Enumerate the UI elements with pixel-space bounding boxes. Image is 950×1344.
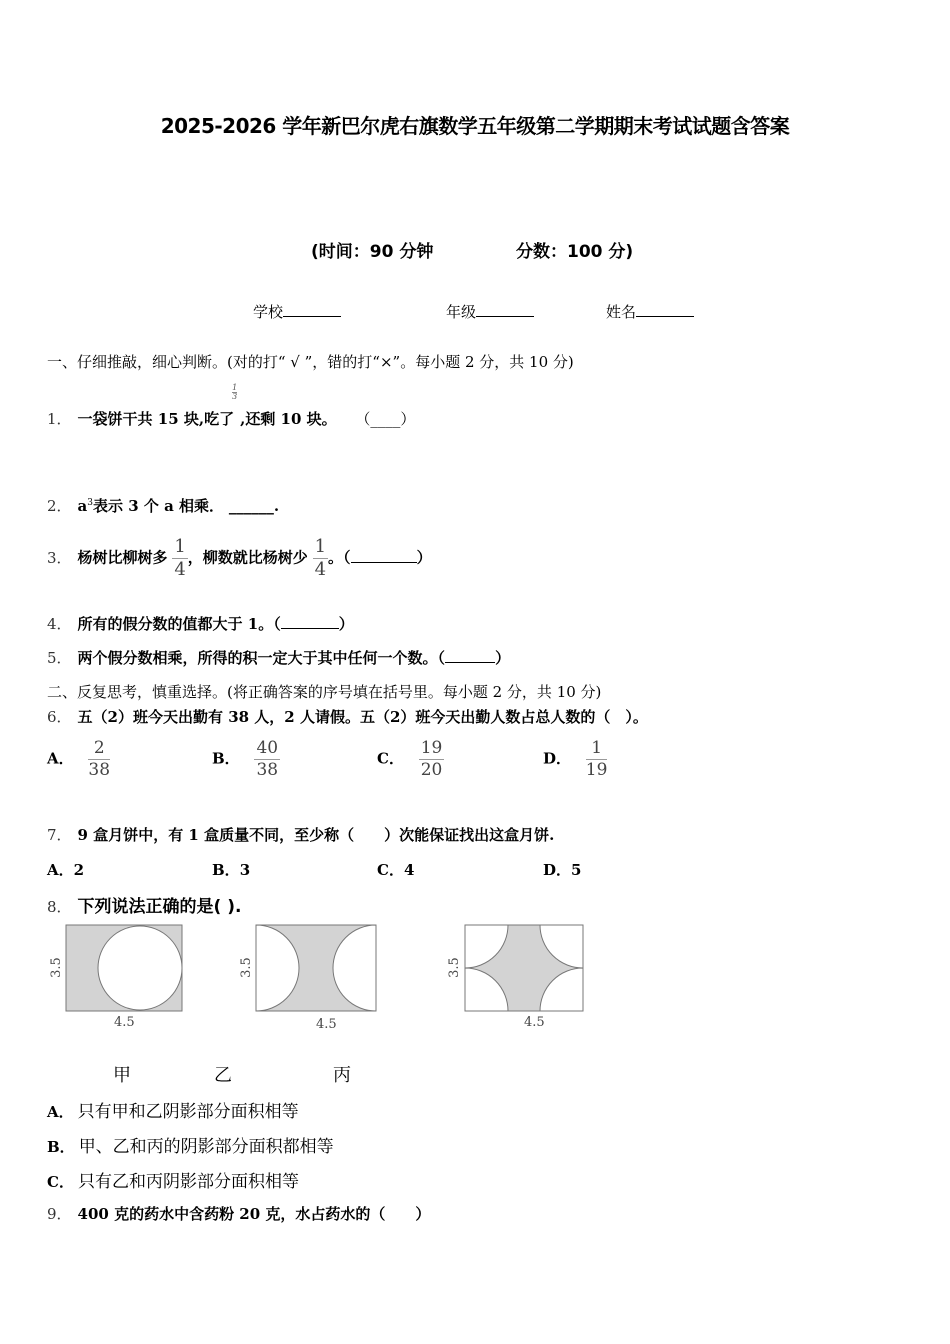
- fraction-denominator: 4: [314, 559, 327, 580]
- question-text: 所有的假分数的值都大于 1。（: [77, 615, 281, 633]
- question-number: 4．: [47, 615, 72, 633]
- fig-yi-width: 4.5: [316, 1017, 337, 1032]
- option-label: B．: [47, 1138, 75, 1156]
- option-value: 5: [571, 861, 582, 879]
- question-1: [47, 383, 416, 429]
- fig-bing-width: 4.5: [524, 1015, 545, 1030]
- grade-label: 年级: [446, 303, 477, 321]
- option-label: C．: [47, 1173, 74, 1191]
- option-label: C．: [377, 861, 404, 879]
- q7-option-a[interactable]: [47, 859, 84, 880]
- fraction: [254, 740, 280, 779]
- question-5: [47, 647, 510, 668]
- question-2: [47, 495, 279, 516]
- option-label: D．: [543, 861, 572, 879]
- question-text-cont: ,还剩 10 块。: [240, 410, 337, 428]
- option-text: 只有甲和乙阴影部分面积相等: [77, 1102, 299, 1122]
- fraction: [88, 740, 110, 779]
- question-text: 400 克的药水中含药粉 20 克，水占药水的（ ）: [77, 1205, 431, 1223]
- option-text: 只有乙和丙阴影部分面积相等: [77, 1172, 299, 1192]
- answer-blank[interactable]: [351, 548, 417, 563]
- fig-jia-width: 4.5: [114, 1015, 135, 1030]
- question-number: 7．: [47, 826, 72, 844]
- option-value: 4: [403, 861, 415, 879]
- fraction-numerator: 1: [232, 383, 238, 392]
- question-9: [47, 1203, 430, 1224]
- question-text: 一袋饼干共 15 块,吃了: [77, 410, 235, 428]
- question-8: [47, 892, 241, 917]
- fraction-denominator: 20: [420, 760, 443, 780]
- q6-option-d[interactable]: [543, 740, 607, 779]
- fraction-denominator: 19: [585, 760, 608, 780]
- option-label: A．: [47, 1103, 74, 1121]
- question-text: 杨树比柳树多: [77, 548, 168, 567]
- question-number: 2．: [47, 497, 72, 515]
- fraction-numerator: 40: [256, 738, 279, 758]
- fraction: [419, 740, 445, 779]
- grade-blank[interactable]: [476, 302, 534, 317]
- exponent: 3: [87, 498, 94, 508]
- q7-option-c[interactable]: [377, 859, 414, 880]
- fraction-denominator: 38: [256, 760, 279, 780]
- question-number: 5．: [47, 649, 72, 667]
- fraction-numerator: 1: [174, 536, 186, 557]
- question-text: 9 盒月饼中，有 1 盒质量不同，至少称（ ）次能保证找出这盒月饼.: [77, 826, 555, 844]
- fig-yi-height: 3.5: [238, 957, 254, 978]
- q6-option-c[interactable]: [377, 740, 444, 779]
- fig-bing-height: 3.5: [446, 957, 462, 978]
- question-number: 8．: [47, 898, 72, 916]
- answer-blank[interactable]: ______.: [228, 497, 280, 515]
- option-label: A．: [47, 861, 74, 879]
- answer-blank[interactable]: [281, 614, 339, 629]
- option-label: D．: [543, 749, 572, 768]
- question-text-end: 。（: [328, 548, 351, 567]
- document-title: 2025-2026 学年新巴尔虎右旗数学五年级第二学期期末考试试题含答案: [160, 114, 790, 138]
- question-number: 9．: [47, 1205, 72, 1223]
- question-7: [47, 824, 554, 845]
- score-label: 分数：100 分): [516, 242, 634, 262]
- option-label: B．: [212, 749, 240, 768]
- figure-label-bing: 丙: [333, 1065, 351, 1086]
- option-label: A．: [47, 749, 74, 768]
- fig-jia-height: 3.5: [48, 957, 64, 978]
- school-blank[interactable]: [283, 302, 341, 317]
- question-text: 两个假分数相乘，所得的积一定大于其中任何一个数。（: [77, 649, 446, 667]
- figure-label-jia: 甲: [113, 1065, 131, 1086]
- close-paren: ）: [338, 615, 354, 633]
- fraction-numerator: 1: [586, 740, 608, 760]
- section1-heading: 一、仔细推敲，细心判断。(对的打“ √ ”，错的打“×”。每小题 2 分，共 10 分): [47, 353, 574, 371]
- figure-jia: [66, 925, 182, 1011]
- base: a: [77, 497, 88, 515]
- geometry-figures: [44, 922, 604, 1052]
- fraction: [313, 538, 328, 579]
- close-paren: ）: [495, 649, 511, 667]
- fraction: [586, 740, 608, 779]
- question-text: 五（2）班今天出勤有 38 人，2 人请假。五（2）班今天出勤人数占总人数的（ ）。: [77, 708, 648, 726]
- fraction-denominator: 3: [232, 392, 238, 401]
- q8-option-a[interactable]: [47, 1097, 299, 1122]
- q7-option-d[interactable]: [543, 859, 581, 880]
- close-paren: ）: [416, 548, 432, 567]
- question-number: 1．: [47, 410, 72, 428]
- q8-option-b[interactable]: [47, 1132, 334, 1157]
- name-blank[interactable]: [636, 302, 694, 317]
- question-text: 下列说法正确的是( ).: [77, 897, 242, 917]
- question-text: 表示 3 个 a 相乘．: [93, 497, 225, 515]
- grade-field[interactable]: [446, 301, 534, 322]
- answer-blank[interactable]: （____）: [355, 410, 416, 428]
- school-label: 学校: [253, 303, 284, 321]
- option-text: 甲、乙和丙的阴影部分面积都相等: [78, 1137, 334, 1157]
- question-6: [47, 706, 648, 727]
- name-label: 姓名: [606, 303, 637, 321]
- time-label: (时间：90 分钟: [311, 242, 434, 262]
- option-label: B．: [212, 861, 240, 879]
- section2-heading: 二、反复思考，慎重选择。(将正确答案的序号填在括号里。每小题 2 分，共 10 分): [47, 683, 602, 701]
- fraction-denominator: 38: [88, 760, 111, 780]
- school-field[interactable]: [253, 301, 341, 322]
- question-text-cont: ，柳数就比杨树少: [187, 548, 308, 567]
- fraction: [172, 538, 187, 579]
- fraction-numerator: 19: [420, 738, 443, 758]
- question-number: 6．: [47, 708, 72, 726]
- question-4: [47, 613, 354, 634]
- option-value: 3: [239, 861, 251, 879]
- question-number: 3．: [47, 548, 72, 567]
- q8-figures: [44, 922, 604, 1052]
- figure-bing: [465, 925, 583, 1011]
- option-value: 2: [73, 861, 85, 879]
- figure-label-yi: 乙: [214, 1065, 232, 1086]
- fraction: [232, 383, 240, 424]
- option-label: C．: [377, 749, 404, 768]
- figure-yi: [256, 925, 376, 1011]
- fraction-numerator: 1: [314, 536, 327, 557]
- question-3: [47, 538, 432, 579]
- answer-blank[interactable]: [445, 648, 495, 663]
- q7-option-b[interactable]: [212, 859, 250, 880]
- q6-option-a[interactable]: [47, 740, 110, 779]
- q6-option-b[interactable]: [212, 740, 280, 779]
- fraction-denominator: 4: [174, 559, 186, 580]
- fraction-numerator: 2: [88, 740, 110, 760]
- name-field[interactable]: [606, 301, 694, 322]
- q8-option-c[interactable]: [47, 1167, 299, 1192]
